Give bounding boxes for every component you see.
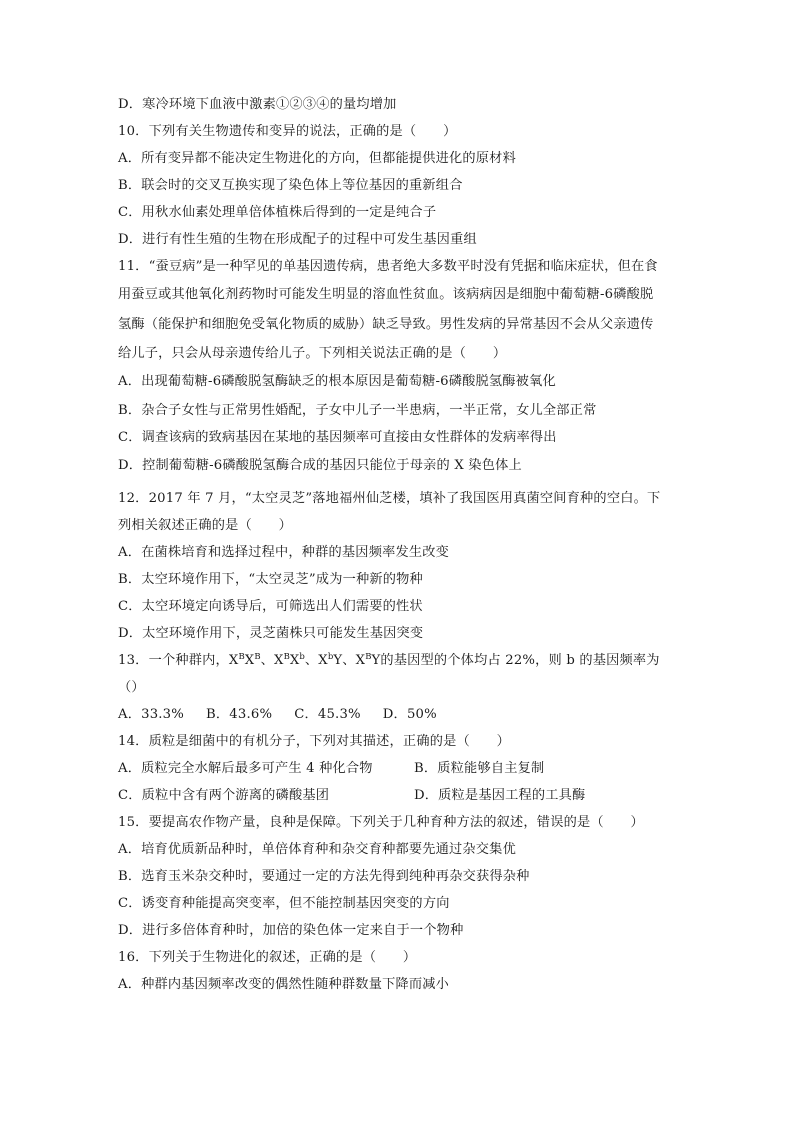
q16-option-a: A．种群内基因频率改变的偶然性随种群数量下降而减小 — [118, 977, 450, 992]
q10-option-d: D．进行有性生殖的生物在形成配子的过程中可发生基因重组 — [118, 232, 477, 247]
q11-option-b: B．杂合子女性与正常男性婚配，子女中儿子一半患病，一半正常，女儿全部正常 — [118, 403, 597, 418]
q13-answer-paren: （） — [118, 680, 145, 695]
q10-option-c: C．用秋水仙素处理单倍体植株后得到的一定是纯合子 — [118, 205, 437, 220]
q14-option-b: B．质粒能够自主复制 — [414, 761, 545, 776]
q10-stem: 10．下列有关生物遗传和变异的说法，正确的是（ ） — [118, 124, 457, 139]
q10-option-b: B．联会时的交叉互换实现了染色体上等位基因的重新组合 — [118, 178, 463, 193]
q13-option-b: B．43.6% — [206, 707, 273, 722]
q13-options-row — [118, 701, 678, 728]
q11-option-d: D．控制葡萄糖-6磷酸脱氢酶合成的基因只能位于母亲的 X 染色体上 — [118, 458, 522, 473]
genotype-xbxb-hetero: $X^BX^b$ — [273, 652, 305, 668]
genotype-xby-dominant: $X^BY$ — [355, 652, 381, 668]
q14-stem: 14．质粒是细菌中的有机分子，下列对其描述，正确的是（ ） — [118, 734, 511, 749]
q13-stem — [118, 647, 678, 674]
q15-option-d: D．进行多倍体育种时，加倍的染色体一定来自于一个物种 — [118, 923, 464, 938]
q14-options-row-2 — [118, 782, 678, 809]
q15-stem: 15．要提高农作物产量，良种是保障。下列关于几种育种方法的叙述，错误的是（ ） — [118, 815, 644, 830]
q14-option-c: C．质粒中含有两个游离的磷酸基团 — [118, 788, 330, 803]
q12-stem-line-2: 列相关叙述正确的是（ ） — [118, 518, 293, 533]
q11-stem-line-4: 给儿子，只会从母亲遗传给儿子。下列相关说法正确的是（ ） — [118, 346, 507, 361]
q12-option-c: C．太空环境定向诱导后，可筛选出人们需要的性状 — [118, 599, 423, 614]
q13-option-d: D．50% — [382, 707, 437, 722]
q10-option-a: A．所有变异都不能决定生物进化的方向，但都能提供进化的原材料 — [118, 151, 516, 166]
q11-stem-line-1: 11．“蚕豆病”是一种罕见的单基因遗传病，患者绝大多数平时没有凭据和临床症状，但在食 — [118, 259, 658, 274]
q13-prefix: 13．一个种群内， — [118, 653, 229, 668]
q15-option-a: A．培育优质新品种时，单倍体育种和杂交育种都要先通过杂交集优 — [118, 842, 516, 857]
q14-option-d: D．质粒是基因工程的工具酶 — [414, 788, 586, 803]
genotype-separator: 、 — [260, 653, 274, 668]
q15-option-c: C．诱变育种能提高突变率，但不能控制基因突变的方向 — [118, 896, 450, 911]
q12-option-d: D．太空环境作用下，灵芝菌株只可能发生基因突变 — [118, 626, 424, 641]
genotype-separator: 、 — [342, 653, 356, 668]
q14-option-a: A．质粒完全水解后最多可产生 4 种化合物 — [118, 761, 373, 776]
q16-stem: 16．下列关于生物进化的叙述，正确的是（ ） — [118, 950, 417, 965]
q9-option-d: D．寒冷环境下血液中激素①②③④的量均增加 — [118, 97, 397, 112]
q11-option-a: A．出现葡萄糖-6磷酸脱氢酶缺乏的根本原因是葡萄糖-6磷酸脱氢酶被氧化 — [118, 374, 556, 389]
genotype-separator: 、 — [304, 653, 319, 668]
q12-option-b: B．太空环境作用下，“太空灵芝”成为一种新的物种 — [118, 572, 423, 587]
q15-option-b: B．选育玉米杂交种时，要通过一定的方法先得到纯种再杂交获得杂种 — [118, 869, 530, 884]
q13-option-c: C．45.3% — [294, 707, 361, 722]
q11-stem-line-3: 氢酶（能保护和细胞免受氧化物质的威胁）缺乏导致。男性发病的异常基因不会从父亲遗传 — [118, 317, 654, 332]
genotype-xby-recessive: $X^bY$ — [318, 652, 343, 668]
genotype-xbxb: $X^BX^B$ — [228, 652, 261, 668]
q14-options-row-1 — [118, 755, 678, 782]
q12-option-a: A．在菌株培育和选择过程中，种群的基因频率发生改变 — [118, 545, 450, 560]
question-list — [118, 91, 678, 998]
q13-suffix: 的基因型的个体均占 22%，则 b 的基因频率为 — [380, 653, 660, 668]
q12-stem-line-1: 12．2017 年 7 月，“太空灵芝”落地福州仙芝楼，填补了我国医用真菌空间育种的空白。下 — [118, 491, 661, 506]
q13-option-a: A．33.3% — [118, 707, 185, 722]
q11-option-c: C．调查该病的致病基因在某地的基因频率可直接由女性群体的发病率得出 — [118, 430, 557, 445]
q11-stem-line-2: 用蚕豆或其他氧化剂药物时可能发生明显的溶血性贫血。该病病因是细胞中葡萄糖-6磷酸脱 — [118, 287, 654, 302]
